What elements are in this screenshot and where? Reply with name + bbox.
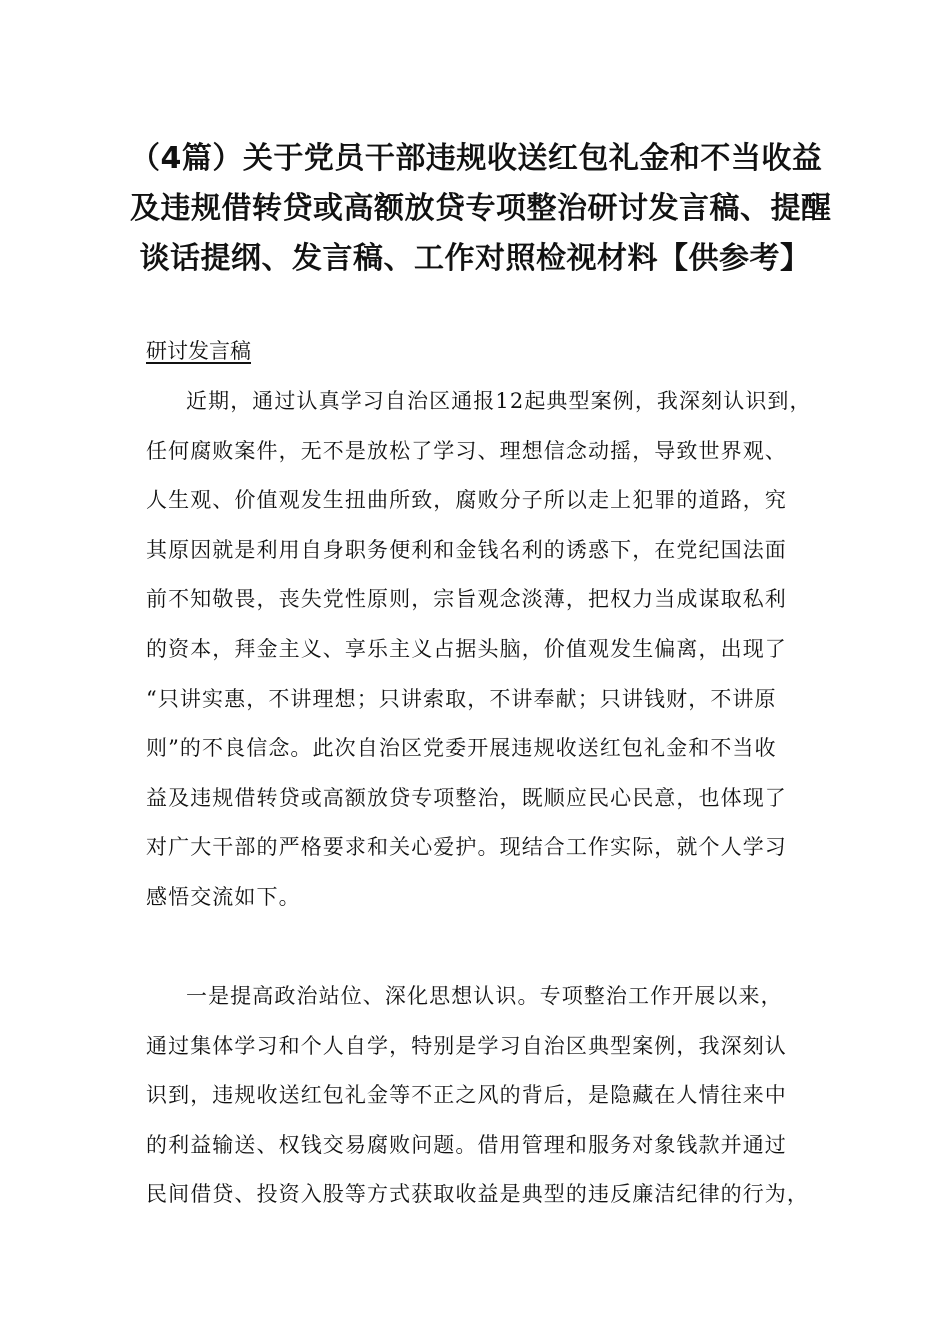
text-line: 益及违规借转贷或高额放贷专项整治，既顺应民心民意，也体现了 bbox=[146, 785, 787, 810]
text-line: 则”的不良信念。此次自治区党委开展违规收送红包礼金和不当收 bbox=[146, 736, 777, 761]
text-line: 对广大干部的严格要求和关心爱护。现结合工作实际，就个人学习 bbox=[146, 835, 787, 860]
text-line: “只讲实惠，不讲理想；只讲索取，不讲奉献；只讲钱财，不讲原 bbox=[146, 686, 777, 711]
text-line: 其原因就是利用自身职务便利和金钱名利的诱惑下，在党纪国法面 bbox=[146, 537, 787, 562]
body-paragraph bbox=[146, 377, 826, 923]
title-line: 及违规借转贷或高额放贷专项整治研讨发言稿、提醒 bbox=[130, 191, 832, 226]
title-line: （4篇）关于党员干部违规收送红包礼金和不当收益 bbox=[130, 141, 823, 176]
text-line: 近期，通过认真学习自治区通报12起典型案例，我深刻认识到， bbox=[186, 389, 812, 413]
text-line: 识到，违规收送红包礼金等不正之风的背后，是隐藏在人情往来中 bbox=[146, 1083, 787, 1108]
text-line: 民间借贷、投资入股等方式获取收益是典型的违反廉洁纪律的行为， bbox=[146, 1182, 809, 1207]
section-heading: 研讨发言稿 bbox=[146, 339, 251, 363]
body-paragraph bbox=[146, 972, 826, 1220]
title-line: 谈话提纲、发言稿、工作对照检视材料【供参考】 bbox=[139, 241, 811, 276]
document-title bbox=[130, 134, 832, 284]
text-line: 一是提高政治站位、深化思想认识。专项整治工作开展以来， bbox=[186, 984, 783, 1008]
text-line: 的资本，拜金主义、享乐主义占据头脑，价值观发生偏离，出现了 bbox=[146, 636, 787, 661]
text-line: 人生观、价值观发生扭曲所致，腐败分子所以走上犯罪的道路，究 bbox=[146, 488, 787, 513]
text-line: 的利益输送、权钱交易腐败问题。借用管理和服务对象钱款并通过 bbox=[146, 1132, 787, 1157]
text-line: 任何腐败案件，无不是放松了学习、理想信念动摇，导致世界观、 bbox=[146, 438, 787, 463]
text-line: 通过集体学习和个人自学，特别是学习自治区典型案例，我深刻认 bbox=[146, 1033, 787, 1058]
text-line: 前不知敬畏，丧失党性原则，宗旨观念淡薄，把权力当成谋取私利 bbox=[146, 587, 787, 612]
text-line: 感悟交流如下。 bbox=[146, 884, 301, 909]
